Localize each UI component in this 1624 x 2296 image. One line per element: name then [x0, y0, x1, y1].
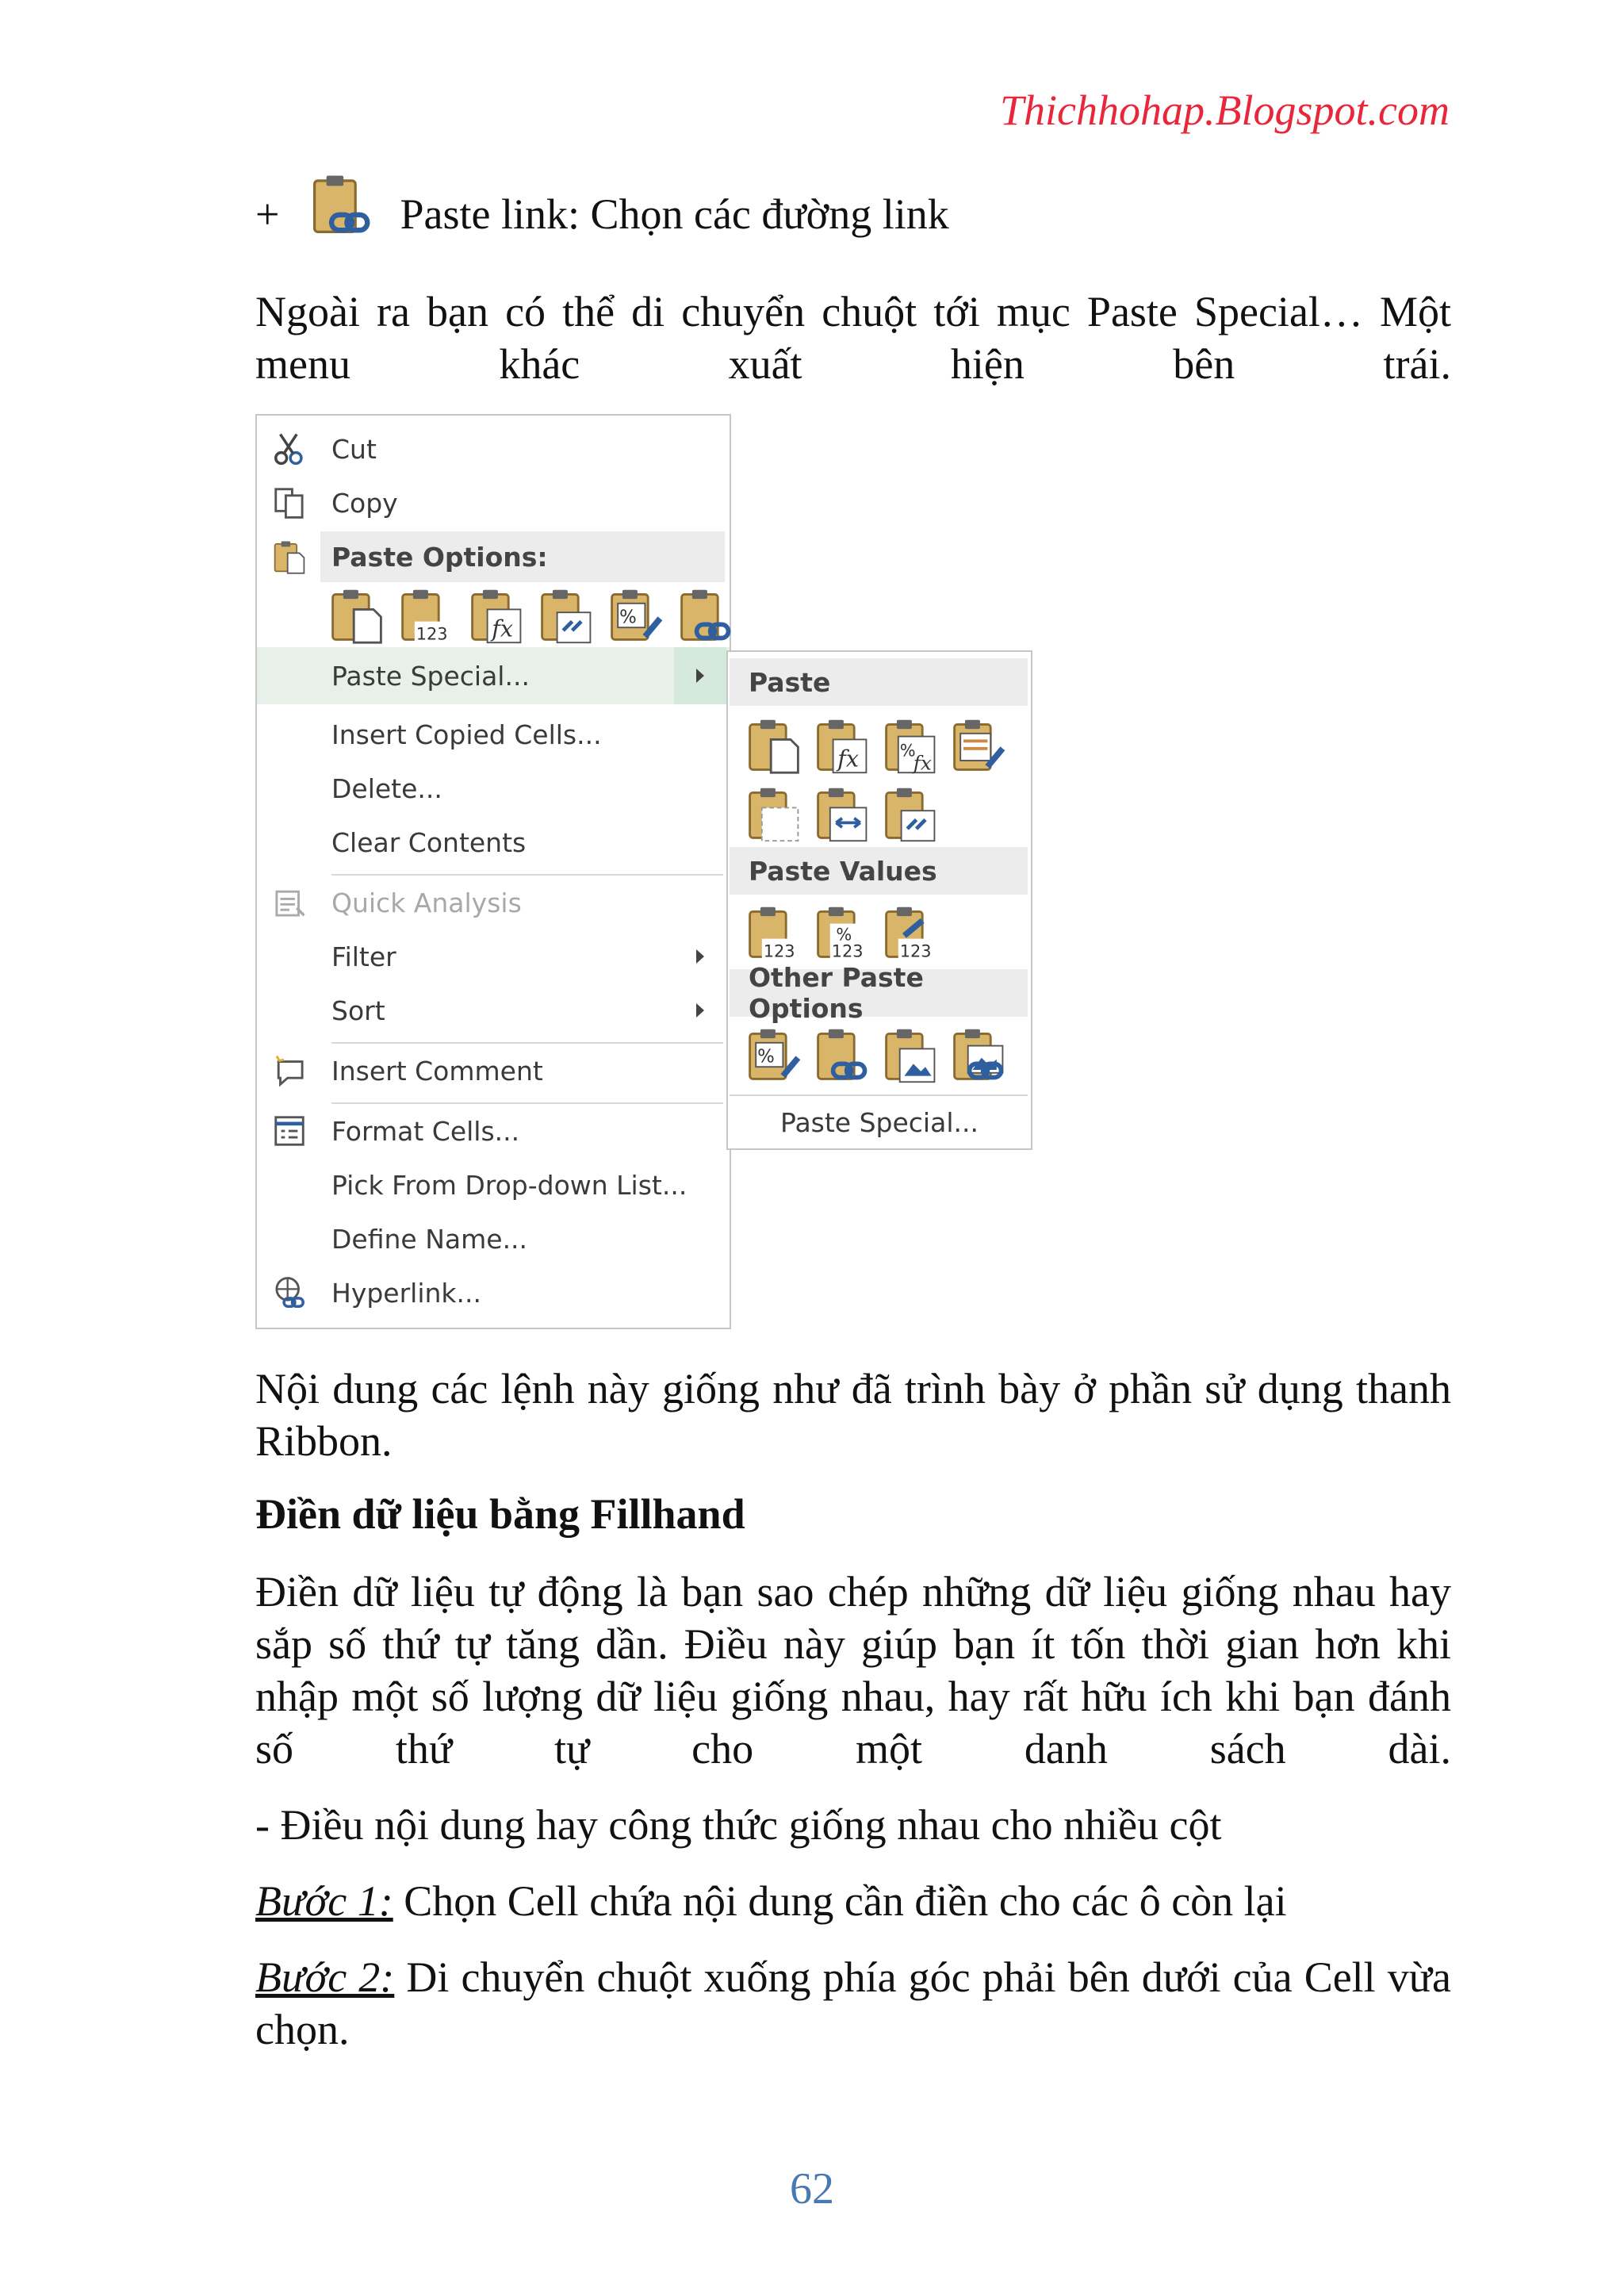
step-1-text: Chọn Cell chứa nội dung cần điền cho các ô còn lại	[393, 1877, 1287, 1925]
menu-divider	[331, 874, 723, 876]
paste-formulas-icon[interactable]	[812, 715, 872, 776]
menu-item-insert-copied-cells[interactable]	[257, 709, 730, 760]
menu-item-copy[interactable]	[257, 477, 730, 528]
menu-label-cut: Cut	[331, 433, 377, 465]
svg-text:123: 123	[763, 941, 795, 961]
format-cells-icon	[271, 1113, 308, 1149]
menu-label-insert-copied-cells: Insert Copied Cells...	[331, 719, 602, 750]
menu-divider	[331, 1042, 723, 1044]
menu-item-define-name[interactable]	[257, 1213, 730, 1264]
svg-text:123: 123	[899, 941, 932, 961]
paste-values-source-format-icon[interactable]	[880, 903, 940, 963]
intro-paragraph: Ngoài ra bạn có thể di chuyển chuột tới mục Paste Special… Một menu khác xuất hiện bên trái.	[255, 288, 1451, 388]
paste-picture-icon[interactable]	[880, 1025, 940, 1085]
menu-item-pick-list[interactable]	[257, 1159, 730, 1210]
scissors-icon	[271, 431, 308, 467]
paste-values-number-format-icon[interactable]	[812, 903, 872, 963]
chevron-right-icon	[696, 669, 704, 683]
paste-transpose-icon[interactable]	[880, 784, 940, 844]
submenu-item-paste-special[interactable]: Paste Special...	[780, 1107, 979, 1138]
menu-item-clear-contents[interactable]	[257, 817, 730, 868]
submenu-header-paste: Paste	[730, 658, 1028, 706]
menu-item-filter[interactable]	[257, 931, 730, 982]
comment-icon	[271, 1052, 308, 1089]
menu-item-delete[interactable]	[257, 763, 730, 814]
paste-icons-row-2	[744, 784, 940, 844]
context-menu	[255, 414, 731, 1329]
paste-formulas-icon[interactable]	[466, 585, 527, 646]
copy-icon	[271, 485, 308, 521]
paste-link-icon	[308, 167, 376, 243]
step-2-label: Bước 2:	[255, 1953, 395, 2001]
paragraph-fillhand: Điền dữ liệu tự động là bạn sao chép những dữ liệu giống nhau hay sắp số thứ tự tăng dần. Điều này giúp bạn ít tốn thời gian hơn khi nhập một số lượng dữ liệu giống nhau, hay rất hữu ích khi bạn đánh số thứ tự cho một danh sách dài.	[255, 1568, 1451, 1773]
paste-linked-picture-icon[interactable]	[948, 1025, 1009, 1085]
paste-formulas-number-format-icon[interactable]	[880, 715, 940, 776]
paste-options-icons	[327, 585, 736, 646]
step-1	[255, 1875, 1451, 1927]
svg-text:%: %	[899, 741, 916, 761]
menu-item-paste-special[interactable]	[257, 647, 730, 704]
paste-options-row	[257, 531, 730, 582]
hyperlink-icon	[271, 1274, 308, 1311]
paragraph-ribbon-note: Nội dung các lệnh này giống như đã trình bày ở phần sử dụng thanh Ribbon.	[255, 1365, 1451, 1465]
paste-transpose-icon[interactable]	[536, 585, 596, 646]
paste-no-borders-icon[interactable]	[744, 784, 804, 844]
chevron-right-icon	[696, 1003, 704, 1018]
chevron-right-icon	[696, 949, 704, 964]
menu-label-delete: Delete...	[331, 772, 442, 804]
paste-formatting-icon[interactable]	[744, 1025, 804, 1085]
menu-label-quick-analysis: Quick Analysis	[331, 887, 522, 918]
paste-values-icon[interactable]	[396, 585, 457, 646]
svg-text:fx: fx	[837, 746, 859, 772]
site-header: Thichhohap.Blogspot.com	[1000, 86, 1450, 134]
submenu-header-paste-values: Paste Values	[730, 847, 1028, 895]
paste-link-text: Paste link: Chọn các đường link	[400, 190, 949, 238]
menu-label-copy: Copy	[331, 487, 398, 519]
submenu-header-other-paste-options: Other Paste Options	[730, 969, 1028, 1017]
menu-label-pick-list: Pick From Drop-down List...	[331, 1169, 688, 1201]
paste-icon	[271, 539, 308, 575]
paste-icons-row-1	[744, 715, 1009, 776]
svg-text:%: %	[836, 925, 852, 945]
paste-keep-source-format-icon[interactable]	[948, 715, 1009, 776]
paste-link-line	[255, 176, 949, 252]
menu-divider	[331, 1102, 723, 1104]
paste-default-icon[interactable]	[327, 585, 387, 646]
menu-label-paste-special: Paste Special...	[331, 660, 530, 692]
menu-item-quick-analysis	[257, 877, 730, 928]
menu-label-sort: Sort	[331, 995, 385, 1026]
paste-values-icons-row	[744, 903, 940, 963]
svg-text:%: %	[619, 607, 637, 628]
menu-item-hyperlink[interactable]	[257, 1267, 730, 1318]
menu-item-cut[interactable]	[257, 424, 730, 474]
section-heading: Điền dữ liệu bằng Fillhand	[255, 1490, 745, 1538]
bullet-line: - Điều nội dung hay công thức giống nhau cho nhiều cột	[255, 1801, 1222, 1849]
paste-link-icon[interactable]	[812, 1025, 872, 1085]
menu-item-format-cells[interactable]	[257, 1106, 730, 1156]
menu-label-format-cells: Format Cells...	[331, 1115, 520, 1147]
submenu-divider	[730, 1094, 1028, 1096]
paste-special-submenu	[726, 650, 1032, 1150]
svg-text:123: 123	[416, 624, 448, 644]
step-1-label: Bước 1:	[255, 1877, 393, 1925]
paste-formatting-icon[interactable]	[606, 585, 666, 646]
menu-label-hyperlink: Hyperlink...	[331, 1277, 481, 1309]
paste-options-header: Paste Options:	[320, 531, 725, 582]
menu-label-insert-comment: Insert Comment	[331, 1055, 543, 1087]
menu-label-define-name: Define Name...	[331, 1223, 528, 1255]
paste-keep-column-widths-icon[interactable]	[812, 784, 872, 844]
svg-text:fx: fx	[492, 615, 513, 642]
paste-values-icon[interactable]	[744, 903, 804, 963]
other-paste-icons-row	[744, 1025, 1009, 1085]
menu-item-insert-comment[interactable]	[257, 1045, 730, 1096]
quick-analysis-icon	[271, 884, 308, 921]
menu-label-clear-contents: Clear Contents	[331, 826, 527, 858]
step-2-text: Di chuyển chuột xuống phía góc phải bên dưới của Cell vừa chọn.	[255, 1953, 1451, 2053]
svg-text:fx: fx	[913, 751, 932, 775]
plus-sign: +	[255, 190, 280, 238]
step-2	[255, 1951, 1451, 2056]
paste-link-option-icon[interactable]	[676, 585, 736, 646]
svg-text:123: 123	[831, 941, 864, 961]
svg-text:%: %	[757, 1046, 775, 1068]
menu-label-filter: Filter	[331, 941, 396, 972]
page-number: 62	[790, 2164, 834, 2214]
menu-item-sort[interactable]	[257, 985, 730, 1036]
paste-all-icon[interactable]	[744, 715, 804, 776]
